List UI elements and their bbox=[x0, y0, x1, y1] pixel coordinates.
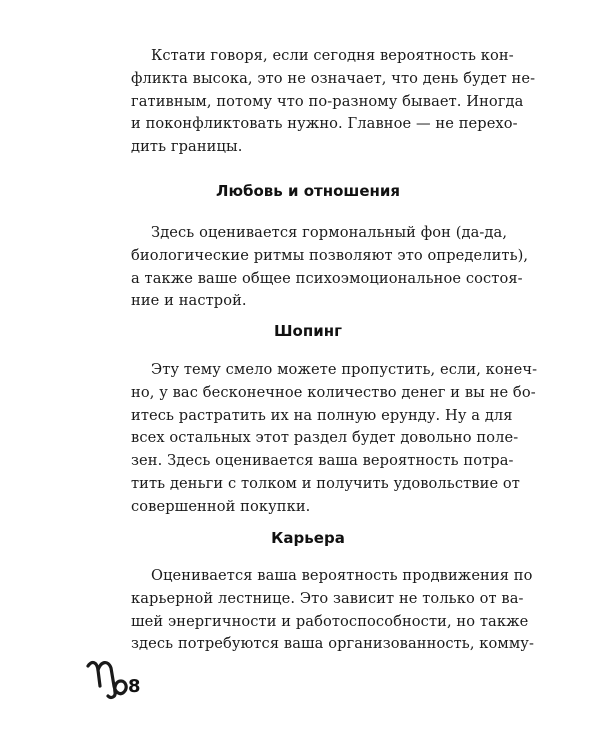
text-line: итесь растратить их на полную ерунду. Ну а для bbox=[131, 406, 513, 424]
page-number: 8 bbox=[128, 676, 141, 697]
text-line: Здесь оценивается гормональный фон (да-да, bbox=[151, 224, 508, 241]
text-line: биологические ритмы позволяют это определить), bbox=[131, 246, 529, 264]
section-heading-shopping: Шопинг bbox=[274, 322, 342, 340]
text-line: ние и настрой. bbox=[131, 292, 247, 310]
text-line: фликта высока, это не означает, что день будет не- bbox=[131, 69, 536, 87]
text-line: здесь потребуются ваша организованность, комму- bbox=[131, 635, 535, 653]
section-heading-career: Карьера bbox=[271, 529, 345, 547]
text-line: шей энергичности и работоспособности, но также bbox=[131, 612, 529, 630]
text-line: Оценивается ваша вероятность продвижения по bbox=[151, 567, 533, 584]
text-line: зен. Здесь оценивается ваша вероятность потра- bbox=[131, 452, 514, 470]
text-line: совершенной покупки. bbox=[131, 497, 311, 515]
text-line: Кстати говоря, если сегодня вероятность кон- bbox=[151, 47, 514, 64]
text-line: и поконфликтовать нужно. Главное — не перехо- bbox=[131, 115, 518, 133]
text-line: но, у вас бесконечное количество денег и вы не бо- bbox=[131, 383, 536, 401]
text-line: всех остальных этот раздел будет довольно поле- bbox=[131, 429, 519, 447]
text-line: гативным, потому что по-разному бывает. Иногда bbox=[131, 92, 524, 110]
text-line: Эту тему смело можете пропустить, если, конеч- bbox=[151, 361, 538, 378]
text-line: карьерной лестнице. Это зависит не только от ва- bbox=[131, 589, 524, 607]
text-line: дить границы. bbox=[131, 138, 243, 156]
text-line: а также ваше общее психоэмоциональное состоя- bbox=[131, 269, 523, 287]
paragraph-love bbox=[131, 222, 529, 313]
capricorn-icon bbox=[84, 652, 134, 702]
text-line: тить деньги с толком и получить удовольствие от bbox=[131, 474, 520, 492]
paragraph-intro bbox=[131, 45, 536, 159]
paragraph-career bbox=[131, 565, 535, 656]
paragraph-shopping bbox=[131, 359, 538, 519]
section-heading-love: Любовь и отношения bbox=[215, 182, 401, 200]
